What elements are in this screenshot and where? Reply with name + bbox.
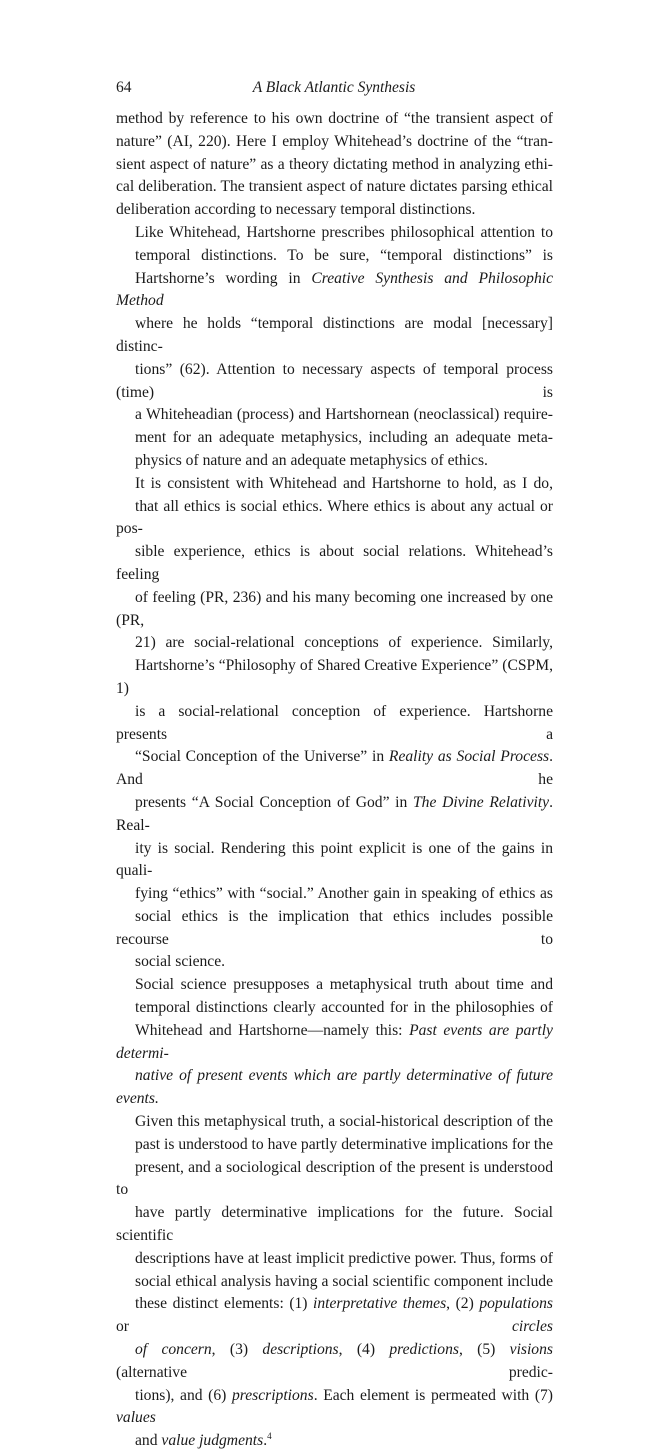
text-run: sible experience, ethics is about social relations. Whitehead’s feeling [116,543,553,583]
running-title: A Black Atlantic Synthesis [252,79,416,96]
text-line [116,1202,553,1248]
text-line [116,746,553,792]
text-run: method by reference to his own doctrine of “the transient aspect of [116,110,553,127]
italic-text: values [116,1409,156,1427]
text-run: deliberation according to necessary temporal distinctions. [116,201,476,219]
text-run: (alternative predic- [116,1363,553,1381]
text-line [116,222,553,245]
text-run: presents “A Social Conception of God” in [135,793,413,811]
text-line [116,268,553,314]
text-line [116,1293,553,1339]
text-run: . [263,1432,268,1450]
paragraph [116,1111,553,1453]
italic-text: prescriptions [231,1386,314,1404]
text-line [116,1430,553,1453]
text-run: Given this metaphysical truth, a social-historical description of the [135,1113,553,1131]
paragraph [116,108,553,222]
text-run: “Social Conception of the Universe” in [135,748,389,766]
text-line [116,997,553,1020]
text-run: temporal distinctions clearly accounted for in the philosophies of [135,999,553,1017]
paragraph [116,473,553,975]
text-line [116,701,553,747]
text-run: nature” (AI, 220). Here I employ Whitehead’s doctrine of the “tran- [116,132,553,150]
text-line [116,1385,553,1431]
text-line [116,359,553,405]
text-line [116,883,553,906]
text-run: these distinct elements: (1) [135,1295,314,1313]
body-text [116,108,553,1453]
text-line [116,1248,553,1271]
italic-text: descriptions [262,1341,339,1359]
italic-text: circles [512,1318,553,1336]
text-run: 21) are social-relational conceptions of experience. Similarly, [135,634,553,652]
text-run: tions” (62). Attention to necessary aspects of temporal process (time) is [116,360,553,401]
text-line [116,1111,553,1134]
text-line [116,1065,553,1111]
text-line [116,951,553,974]
italic-text: Creative Synthesis and Philosophic Method [116,269,553,310]
running-header [116,76,552,100]
italic-text: of concern [135,1341,212,1359]
text-run: is a social-relational conception of experience. Hartshorne presents a [116,702,553,743]
text-line [116,450,553,473]
text-run: physics of nature and an adequate metaphysics of ethics. [135,451,488,469]
italic-text: native of present events which are partly determinative of future events. [116,1067,553,1108]
text-run: , (2) [446,1295,480,1313]
text-run: have partly determinative implications for the future. Social scientific [116,1204,553,1245]
text-run: social science. [135,953,226,971]
text-run: social ethical analysis having a social scientific component include [135,1272,553,1290]
text-line [116,108,553,131]
text-line [116,199,553,222]
text-run: a Whiteheadian (process) and Hartshornean (neoclassical) require- [135,406,553,424]
text-run: sient aspect of nature” as a theory dictating method in analyzing ethi- [116,155,553,173]
text-line [116,541,553,587]
text-run: or [116,1318,512,1336]
text-line [116,974,553,997]
text-line [116,1020,553,1066]
italic-text: The Divine Relativity [413,793,550,811]
text-line [116,496,553,542]
text-line [116,906,553,952]
italic-text: populations [479,1295,553,1313]
text-run: of feeling (PR, 236) and his many becoming one increased by one (PR, [116,588,553,629]
text-run: , (3) [211,1341,263,1359]
text-run: ment for an adequate metaphysics, including an adequate meta- [135,429,553,447]
text-run: past is understood to have partly determinative implications for the [135,1135,553,1153]
text-line [116,245,553,268]
text-line [116,176,553,199]
text-run: present, and a sociological description of the present is understood to [116,1158,553,1199]
text-line [116,838,553,884]
text-run: and [135,1432,162,1450]
text-line [116,1157,553,1203]
text-line [116,154,553,177]
text-run: tions), and (6) [135,1386,232,1404]
text-run: Hartshorne’s wording in [135,269,312,287]
text-line [116,587,553,633]
italic-text: value judgments [161,1432,264,1450]
text-run: Social science presupposes a metaphysical truth about time and [135,976,553,994]
text-run: It is consistent with Whitehead and Hartshorne to hold, as I do, [135,474,553,492]
text-line [116,632,553,655]
text-run: fying “ethics” with “social.” Another gain in speaking of ethics as [135,885,553,903]
text-line [116,473,553,496]
text-line [116,131,553,154]
text-run: . Real- [116,793,553,834]
text-line [116,404,553,427]
text-line [116,1339,553,1385]
italic-text: predictions [389,1341,459,1359]
text-line [116,1134,553,1157]
text-run: descriptions have at least implicit predictive power. Thus, forms of [135,1249,553,1267]
text-run: that all ethics is social ethics. Where ethics is about any actual or pos- [116,497,553,538]
text-line [116,792,553,838]
footnote-marker: 4 [267,1431,272,1442]
text-run: , (4) [338,1341,390,1359]
text-run: where he holds “temporal distinctions are modal [necessary] distinc- [116,315,553,355]
italic-text: interpretative themes [313,1295,447,1313]
paragraph [116,222,553,473]
text-run: temporal distinctions. To be sure, “temporal distinctions” is [135,246,553,264]
text-run: . Each element is permeated with (7) [313,1386,553,1404]
italic-text: Past events are partly determi- [116,1021,553,1062]
italic-text: Reality as Social Process [388,748,550,766]
text-run: Hartshorne’s “Philosophy of Shared Creative Experience” (CSPM, 1) [116,657,553,697]
text-line [116,1271,553,1294]
text-run: Like Whitehead, Hartshorne prescribes philosophical attention to [135,223,553,241]
text-run: social ethics is the implication that ethics includes possible recourse to [116,907,553,948]
text-line [116,655,553,701]
italic-text: visions [509,1341,553,1359]
text-line [116,427,553,450]
text-run: ity is social. Rendering this point explicit is one of the gains in quali- [116,839,553,880]
page-number: 64 [116,79,132,96]
text-run: cal deliberation. The transient aspect of nature dictates parsing ethical [116,178,553,196]
paragraph [116,974,553,1111]
text-run: , (5) [458,1341,510,1359]
text-line [116,313,553,359]
text-run: . And he [116,748,553,789]
text-run: Whitehead and Hartshorne—namely this: [135,1021,410,1039]
